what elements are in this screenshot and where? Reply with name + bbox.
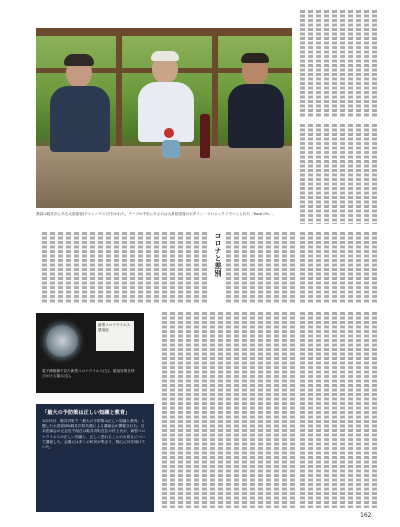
text-column [332, 312, 337, 508]
text-column [300, 10, 305, 118]
text-column [348, 10, 353, 118]
text-column [178, 312, 183, 508]
interview-photo [36, 28, 292, 208]
text-column [300, 312, 305, 508]
virus-photo [36, 313, 144, 393]
text-column [372, 232, 377, 304]
text-column [266, 312, 271, 508]
text-column [154, 232, 159, 304]
text-column [372, 124, 377, 224]
text-column [290, 232, 295, 304]
page-number: 162 [360, 512, 372, 519]
info-box [36, 404, 154, 512]
text-column [348, 232, 353, 304]
text-column [58, 232, 63, 304]
info-box-body: 10月5日、軽井沢町で「最大の予防策は正しい知識と教育」と題した大倉総研&軽井沢町共催による講演会が開催された。日本医師会の元会長で現在は軽井沢町在住の村上氏が、新型コロナウイルスの正しい知識と、正しく恐れることの大切さについて講演した。会場には多くの町民が集まり、熱心に耳を傾けていた。 [42, 419, 146, 450]
text-column [130, 232, 135, 304]
text-column [234, 232, 239, 304]
text-column [170, 312, 175, 508]
text-column [186, 312, 191, 508]
text-column [316, 124, 321, 224]
photo-caption: 鼎談は軽井沢にある大倉総領(ゲストハウス)で行われた。テーブル中央にあるのは大倉総領発のボタイン・プロジェクトでつくられた「Rosé 0%」。 [36, 212, 277, 216]
text-column [106, 232, 111, 304]
text-column [138, 232, 143, 304]
text-column [316, 232, 321, 304]
text-column [372, 312, 377, 508]
text-column [202, 312, 207, 508]
text-column [258, 312, 263, 508]
text-column [162, 312, 167, 508]
text-column [266, 232, 271, 304]
text-column [340, 232, 345, 304]
section-heading-corona: コロナと差別 [214, 232, 222, 277]
text-column [74, 232, 79, 304]
text-column [178, 232, 183, 304]
text-column [274, 232, 279, 304]
text-column [300, 124, 305, 224]
text-column [348, 124, 353, 224]
text-column [42, 232, 47, 304]
text-column [340, 10, 345, 118]
text-column [282, 312, 287, 508]
text-column [122, 232, 127, 304]
text-column [316, 312, 321, 508]
text-column [210, 312, 215, 508]
text-column [218, 312, 223, 508]
text-column [300, 232, 305, 304]
text-column [146, 232, 151, 304]
text-column [202, 232, 207, 304]
flower-vase [162, 140, 180, 158]
text-column [258, 232, 263, 304]
text-column [316, 10, 321, 118]
text-column [340, 124, 345, 224]
text-column [186, 232, 191, 304]
text-column [332, 10, 337, 118]
text-column [50, 232, 55, 304]
text-column [332, 232, 337, 304]
text-column [324, 232, 329, 304]
text-column [66, 232, 71, 304]
text-column [274, 312, 279, 508]
text-column [226, 312, 231, 508]
text-column [324, 10, 329, 118]
text-column [226, 232, 231, 304]
text-column [308, 232, 313, 304]
text-column [194, 232, 199, 304]
text-column [308, 124, 313, 224]
text-column [250, 312, 255, 508]
text-column [162, 232, 167, 304]
text-column [242, 312, 247, 508]
text-column [364, 232, 369, 304]
text-column [364, 10, 369, 118]
text-column [364, 124, 369, 224]
wine-bottle [200, 114, 210, 158]
text-column [90, 232, 95, 304]
text-column [114, 232, 119, 304]
text-column [290, 312, 295, 508]
text-column [308, 312, 313, 508]
text-column [194, 312, 199, 508]
text-column [356, 124, 361, 224]
text-column [372, 10, 377, 118]
text-column [242, 232, 247, 304]
text-column [234, 312, 239, 508]
info-box-title: 「最大の予防策は正しい知識と教育」 [42, 410, 131, 416]
text-column [348, 312, 353, 508]
text-column [98, 232, 103, 304]
text-column [308, 10, 313, 118]
text-column [332, 124, 337, 224]
text-column [170, 232, 175, 304]
notice-sign: 新型コロナウイルス感染症 [96, 321, 134, 351]
text-column [364, 312, 369, 508]
text-column [324, 312, 329, 508]
virus-image [46, 325, 78, 357]
text-column [356, 312, 361, 508]
text-column [82, 232, 87, 304]
text-column [282, 232, 287, 304]
text-column [340, 312, 345, 508]
text-column [356, 232, 361, 304]
text-column [250, 232, 255, 304]
virus-photo-caption: 電子顕微鏡で見た新型コロナウイルス(左)。感染対策を呼びかける掲示(右)。 [42, 369, 135, 378]
text-column [324, 124, 329, 224]
red-flower [164, 128, 174, 138]
text-column [356, 10, 361, 118]
